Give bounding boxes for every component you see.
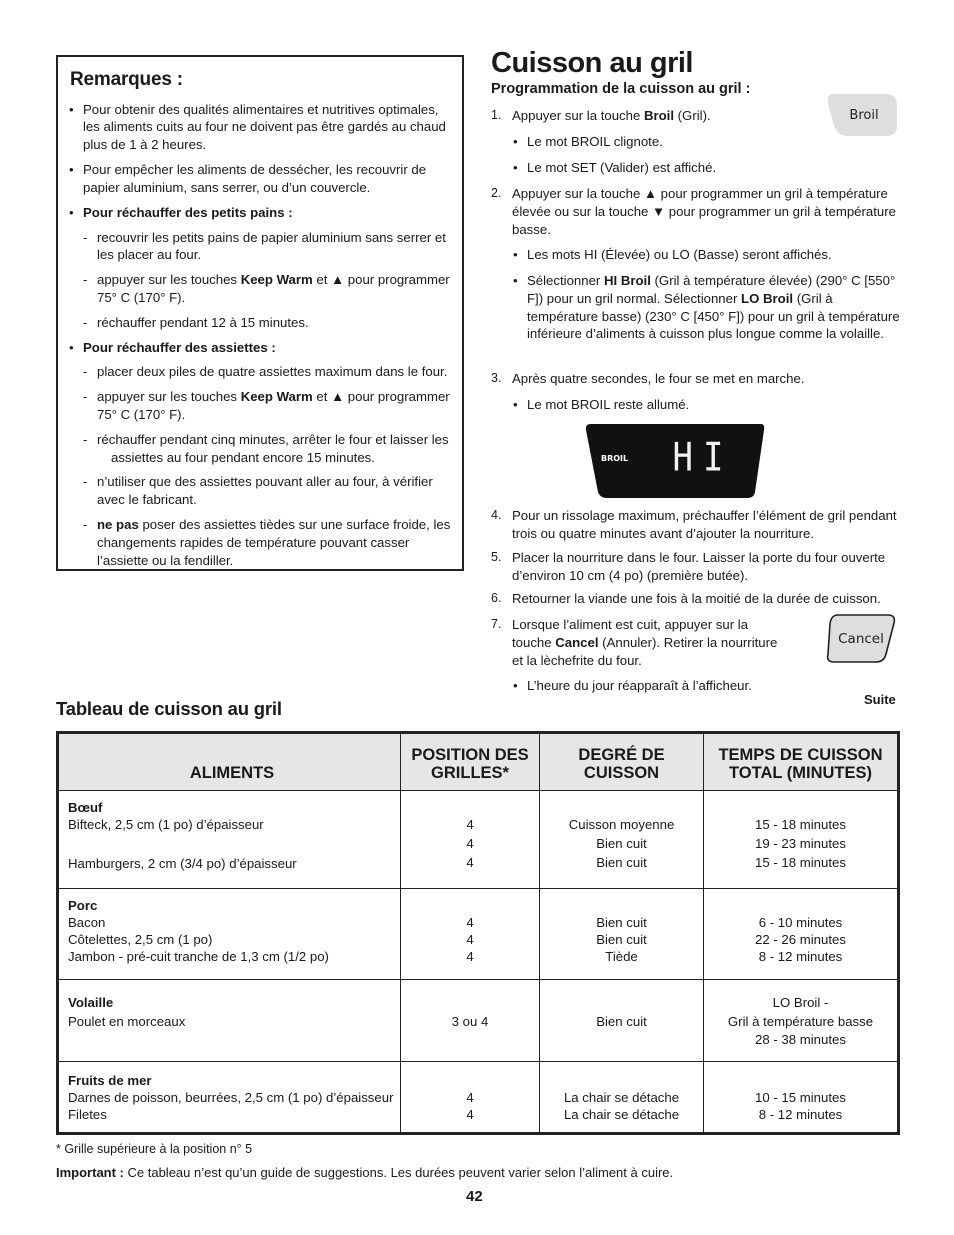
table-heading: Tableau de cuisson au gril [56,698,282,719]
table-row-pork [58,889,899,980]
display-readout: HI [672,434,734,480]
plates-step: - placer deux piles de quatre assiettes maximum dans le four. [68,363,452,381]
step-7: 7. Lorsque l’aliment est cuit, appuyer sur la touche Cancel (Annuler). Retirer la nourriture et la lèchefrite du four. [491,617,778,668]
col-header-doneness: DEGRÉ DE CUISSON [540,733,704,791]
food-cell: Fruits de mer Darnes de poisson, beurrées, 2,5 cm (1 po) d’épaisseur Filetes [58,1062,401,1134]
broil-key-icon [826,90,898,138]
broiling-chart-table [56,731,900,1135]
plates-step: - ne pas poser des assiettes tièdes sur une surface froide, les changements rapides de température pouvant casser l’assiette ou la fendiller. [68,516,452,569]
plates-heading: • Pour réchauffer des assiettes : [68,339,452,357]
step-2: 2. Appuyer sur la touche ▲ pour programmer un gril à température élevée ou sur la touche ▼ pour programmer un gril à température basse. [491,186,896,237]
col-header-cook-time: TEMPS DE CUISSON TOTAL (MINUTES) [704,733,899,791]
table-row-poultry [58,980,899,1062]
step-3: 3. Après quatre secondes, le four se met en marche. [491,371,805,386]
rolls-step: - appuyer sur les touches Keep Warm et ▲ pour programmer 75° C (170° F). [68,271,452,307]
position-cell: 4 4 4 [401,791,540,889]
step-4: 4. Pour un rissolage maximum, préchauffer l’élément de gril pendant trois ou quatre minutes avant d’ajouter la nourriture. [491,508,897,541]
oven-display-icon [585,422,765,500]
col-header-food: ALIMENTS [58,733,401,791]
position-cell: 4 4 [401,1062,540,1134]
display-broil-indicator: BROIL [601,454,629,463]
step-bullet: • Le mot BROIL reste allumé. [512,396,900,414]
cancel-key-icon [824,612,898,664]
rolls-step: - réchauffer pendant 12 à 15 minutes. [68,314,452,332]
food-cell: Volaille Poulet en morceaux [58,980,401,1062]
notes-box [56,55,464,571]
food-cell: Bœuf Bifteck, 2,5 cm (1 po) d’épaisseur Hamburgers, 2 cm (3/4 po) d’épaisseur [58,791,401,889]
doneness-cell: Bien cuit [540,980,704,1062]
step-5: 5. Placer la nourriture dans le four. Laisser la porte du four ouverte d’environ 10 cm (4 po) (première butée). [491,550,886,583]
step-bullet: • Sélectionner HI Broil (Gril à température élevée) (290° C [550° F]) pour un gril normal. Sélectionner LO Broil (Gril à température basse) (230° C [450° F]) pour un gril à température inférieure d’aliments à cuisson plus longue comme la volaille. [512,272,900,343]
food-cell: Porc Bacon Côtelettes, 2,5 cm (1 po) Jambon - pré-cuit tranche de 1,3 cm (1/2 po) [58,889,401,980]
position-cell: 4 4 4 [401,889,540,980]
doneness-cell: Bien cuit Bien cuit Tiède [540,889,704,980]
step-bullet: • L’heure du jour réapparaît à l’afficheur. [512,677,900,695]
time-cell: 10 - 15 minutes 8 - 12 minutes [704,1062,899,1134]
broil-key-label: Broil [849,108,879,123]
doneness-cell: Cuisson moyenne Bien cuit Bien cuit [540,791,704,889]
section-subtitle: Programmation de la cuisson au gril : [491,81,751,97]
plates-step: - réchauffer pendant cinq minutes, arrêter le four et laisser les assiettes au four pendant encore 15 minutes. [68,431,452,467]
continued-label: Suite [864,692,896,707]
plates-step: - n’utiliser que des assiettes pouvant aller au four, à vérifier avec le fabricant. [68,473,452,509]
step-bullet: • Le mot SET (Valider) est affiché. [512,159,900,177]
note-item: • Pour obtenir des qualités alimentaires et nutritives optimales, les aliments cuits au four ne doivent pas être gardés au chaud plus de 1 à 2 heures. [68,101,452,154]
step-6: 6. Retourner la viande une fois à la moitié de la durée de cuisson. [491,591,881,606]
table-row-beef [58,791,899,889]
rolls-heading: • Pour réchauffer des petits pains : [68,204,452,222]
step-1: 1. Appuyer sur la touche Broil (Gril). [491,108,711,123]
page-number: 42 [466,1188,483,1205]
note-item: • Pour empêcher les aliments de dessécher, les recouvrir de papier aluminium, sans serrer, ou d’un couvercle. [68,161,452,197]
table-footnote: * Grille supérieure à la position n° 5 [56,1142,253,1156]
position-cell: 3 ou 4 [401,980,540,1062]
notes-title: Remarques : [70,69,183,90]
rolls-step: - recouvrir les petits pains de papier aluminium sans serrer et les placer au four. [68,229,452,265]
page-title: Cuisson au gril [491,47,693,79]
step-bullet: • Les mots HI (Élevée) ou LO (Basse) seront affichés. [512,246,900,264]
time-cell: 15 - 18 minutes 19 - 23 minutes 15 - 18 minutes [704,791,899,889]
col-header-rack-position: POSITION DES GRILLES* [401,733,540,791]
table-row-seafood [58,1062,899,1134]
doneness-cell: La chair se détache La chair se détache [540,1062,704,1134]
time-cell: LO Broil - Gril à température basse 28 - 38 minutes [704,980,899,1062]
table-header-row [58,733,899,791]
time-cell: 6 - 10 minutes 22 - 26 minutes 8 - 12 minutes [704,889,899,980]
important-note: Important : Ce tableau n’est qu’un guide de suggestions. Les durées peuvent varier selon l’aliment à cuire. [56,1165,674,1180]
step-bullet: • Le mot BROIL clignote. [512,133,900,151]
cancel-key-label: Cancel [838,631,884,647]
plates-step: - appuyer sur les touches Keep Warm et ▲ pour programmer 75° C (170° F). [68,388,452,424]
